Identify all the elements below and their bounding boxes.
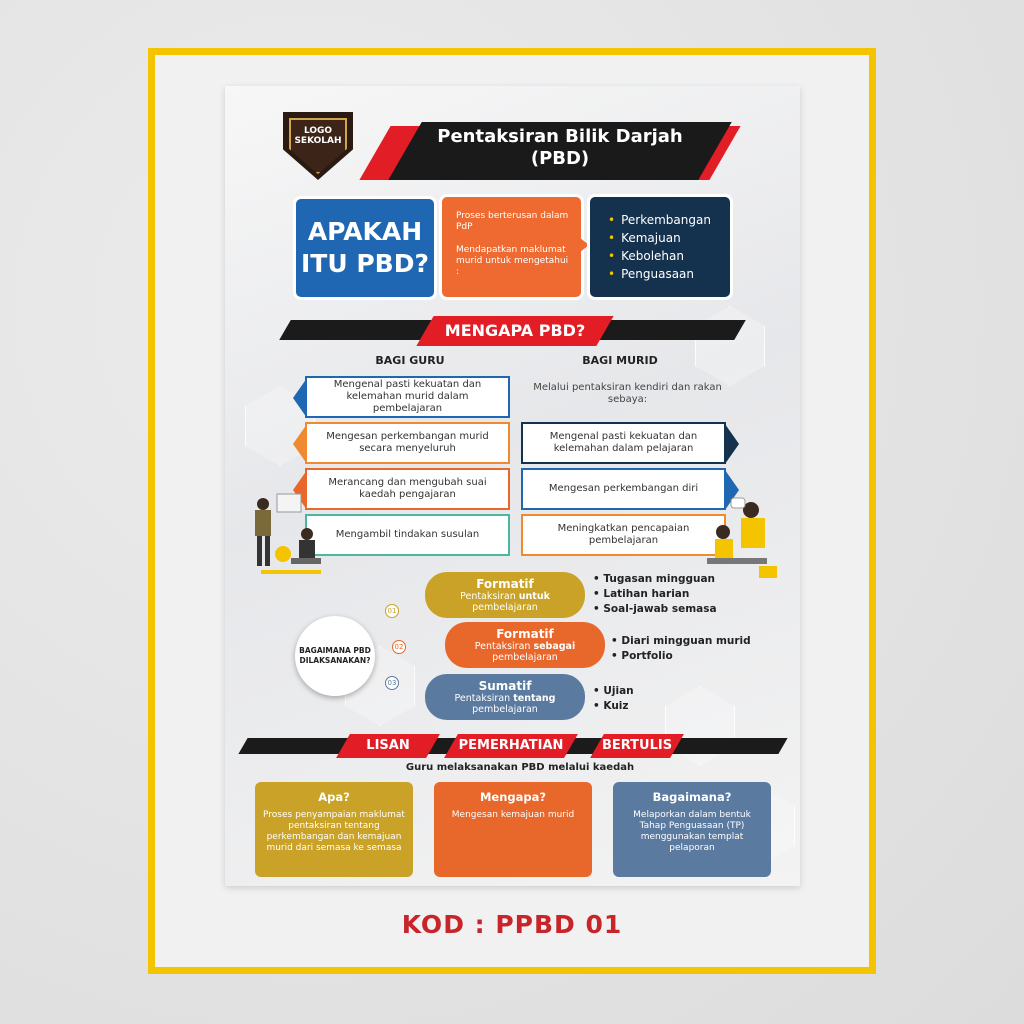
kaedah-caption: Guru melaksanakan PBD melalui kaedah: [405, 762, 635, 773]
murid-intro: Melalui pentaksiran kendiri dan rakan sebaya:: [533, 382, 722, 405]
aspek-list: [587, 194, 733, 300]
bullet: • Diari mingguan murid: [611, 634, 751, 649]
poster: [225, 86, 800, 886]
card-heading: Mengapa?: [479, 790, 547, 804]
step-title: Formatif: [496, 627, 554, 641]
card-bagaimana: [613, 782, 771, 877]
bullet: • Soal-jawab semasa: [593, 602, 717, 617]
aspek-item: • Perkembangan: [608, 211, 720, 229]
murid-item: Meningkatkan pencapaian pembelajaran: [521, 514, 726, 556]
proses-text-1: Proses berterusan dalam PdP: [456, 211, 569, 232]
bullet: • Tugasan mingguan: [593, 572, 717, 587]
card-apa: [255, 782, 413, 877]
step-number: 01: [385, 604, 399, 618]
murid-heading: BAGI MURID: [582, 354, 658, 367]
logo-text: LOGO SEKOLAH: [294, 126, 342, 146]
guru-heading: BAGI GURU: [375, 354, 445, 367]
step-formatif-2: Formatif Pentaksiran sebagai pembelajaran: [445, 622, 605, 668]
aspek-item: • Kebolehan: [608, 247, 720, 265]
mengapa-title: MENGAPA PBD?: [444, 321, 586, 340]
title-line1: Pentaksiran Bilik Darjah: [437, 126, 683, 147]
step-formatif-1: Formatif Pentaksiran untuk pembelajaran: [425, 572, 585, 618]
step-number: 02: [392, 640, 406, 654]
proses-box: [439, 194, 584, 300]
bullet: • Portfolio: [611, 649, 751, 664]
card-mengapa: [434, 782, 592, 877]
card-body: Proses penyampaian maklumat pentaksiran tentang perkembangan dan kemajuan murid dari semasa ke semasa: [263, 810, 405, 853]
aspek-item: • Penguasaan: [608, 265, 720, 283]
kaedah-pemerhatian: PEMERHATIAN: [458, 738, 564, 753]
proses-text-2: Mendapatkan maklumat murid untuk mengetahui :: [456, 245, 569, 277]
card-body: Mengesan kemajuan murid: [451, 810, 575, 820]
poster-title: [400, 126, 720, 170]
card-body: Melaporkan dalam bentuk Tahap Penguasaan (TP) menggunakan templat pelaporan: [633, 810, 751, 853]
kaedah-lisan: LISAN: [366, 738, 410, 753]
step-title: Formatif: [476, 577, 534, 591]
apakah-line1: APAKAH: [307, 217, 423, 246]
apakah-box: [293, 196, 437, 300]
murid-item: Mengesan perkembangan diri: [521, 468, 726, 510]
murid-item: Mengenal pasti kekuatan dan kelemahan dalam pelajaran: [521, 422, 726, 464]
hex-decor: [695, 306, 765, 386]
card-heading: Apa?: [318, 790, 350, 804]
guru-item: Mengenal pasti kekuatan dan kelemahan murid dalam pembelajaran: [305, 376, 510, 418]
step-3-bullets: [593, 684, 634, 714]
title-line2: (PBD): [530, 148, 590, 169]
aspek-item: • Kemajuan: [608, 229, 720, 247]
guru-item: Mengambil tindakan susulan: [305, 514, 510, 556]
step-1-bullets: [593, 572, 717, 617]
card-heading: Bagaimana?: [652, 790, 732, 804]
guru-item: Mengesan perkembangan murid secara menyeluruh: [305, 422, 510, 464]
teacher-illustration: [241, 488, 331, 578]
kaedah-bertulis: BERTULIS: [601, 738, 673, 753]
bullet: • Ujian: [593, 684, 634, 699]
school-logo: [283, 112, 353, 180]
step-2-bullets: [611, 634, 751, 664]
pointer-icon: [725, 424, 739, 464]
bullet: • Latihan harian: [593, 587, 717, 602]
step-sumatif: Sumatif Pentaksiran tentang pembelajaran: [425, 674, 585, 720]
guru-item: Merancang dan mengubah suai kaedah pengajaran: [305, 468, 510, 510]
bullet: • Kuiz: [593, 699, 634, 714]
apakah-line2: ITU PBD?: [301, 249, 429, 278]
product-code: KOD : PPBD 01: [401, 910, 623, 939]
step-number: 03: [385, 676, 399, 690]
step-title: Sumatif: [478, 679, 532, 693]
bagaimana-circle: BAGAIMANA PBD DILAKSANAKAN?: [295, 616, 375, 696]
